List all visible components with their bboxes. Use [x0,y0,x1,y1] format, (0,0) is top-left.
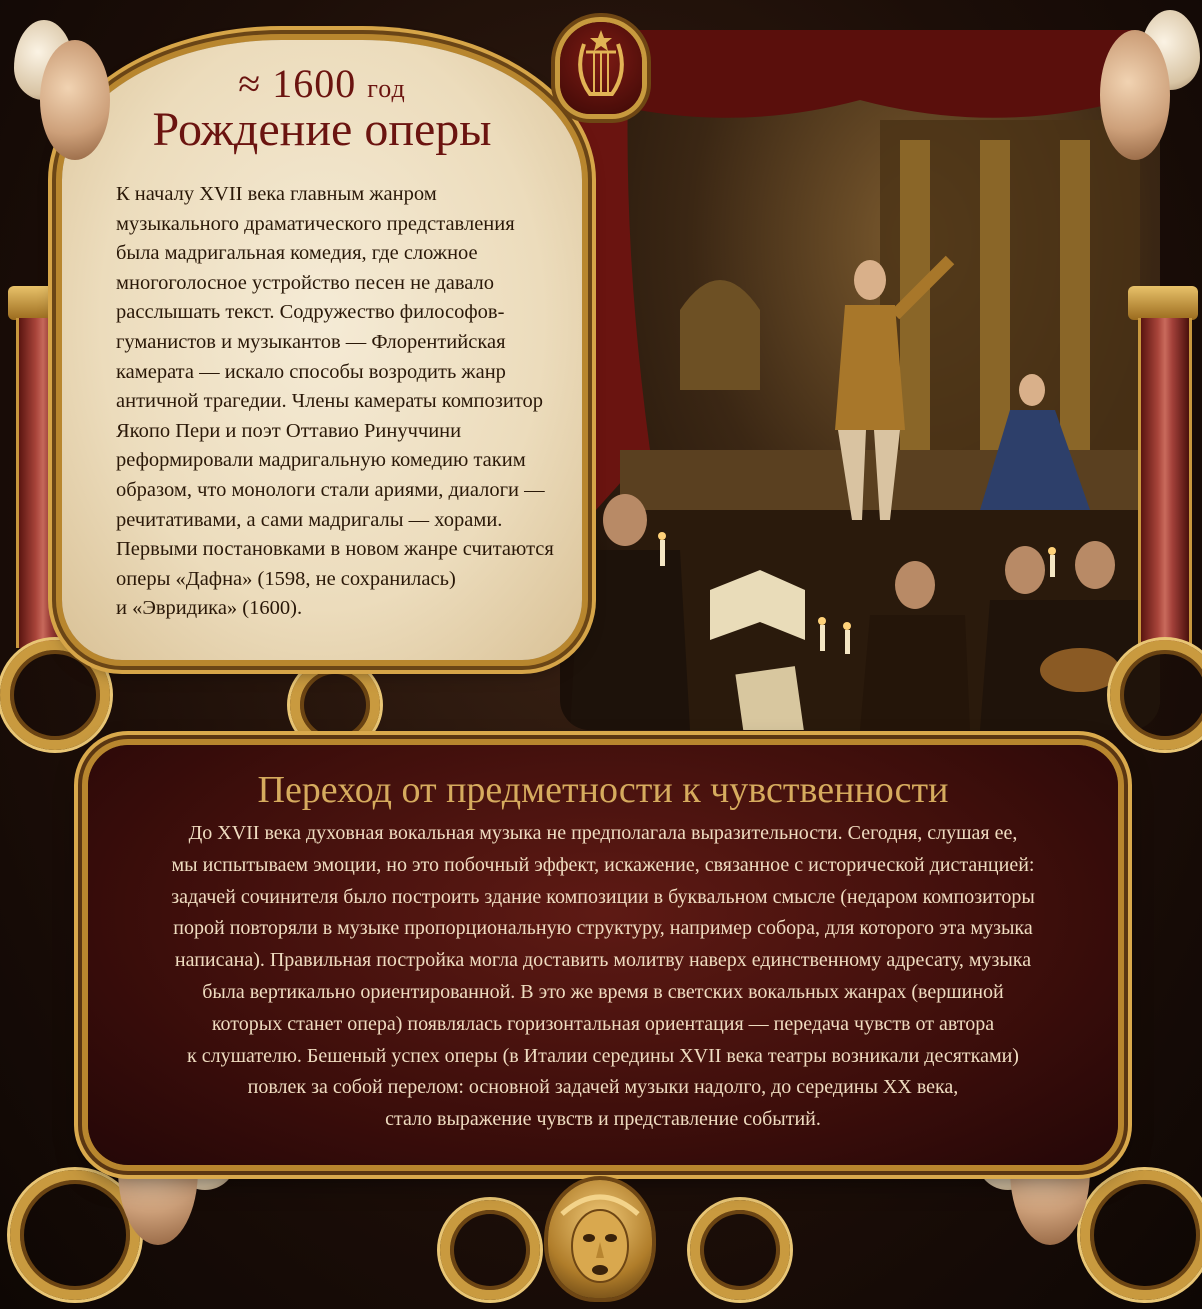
musician-head [1005,546,1045,594]
curtain-top [560,30,1160,118]
palace-column [980,140,1010,470]
musician-body [570,550,690,730]
musician-body [860,615,970,730]
panel-line: была вертикально ориентированной. В это же время в светских вокальных жанрах (вершиной [202,980,1004,1003]
column-capital-right [1128,286,1198,320]
panel-line: к слушателю. Бешеный успех оперы (в Италии середины XVII века театры возникали десятками) [187,1044,1019,1067]
gold-scroll-ornament [0,640,110,750]
card-line: была мадригальная комедия, где сложное [116,242,478,265]
card-title: Рождение оперы [152,103,492,156]
mask-glyph [548,1180,652,1298]
panel-body [120,818,1086,1136]
panel-line: порой повторяли в музыке пропорциональную структуру, например собора, для которого эта музыка [173,917,1033,940]
panel-line: которых станет опера) появлялась горизонтальная ориентация — передача чувств от автора [211,1012,995,1035]
gold-scroll-ornament [440,1200,540,1300]
year-suffix: год [367,74,406,103]
card-line: Первыми постановками в новом жанре считаются [116,538,554,561]
year-value: ≈ 1600 [238,61,357,106]
lyre-emblem-icon [560,22,642,114]
opera-stage-painting [560,30,1160,730]
card-line: расслышать текст. Содружество философов- [116,301,505,324]
column-right-icon [1138,318,1192,648]
tempietto [680,280,760,390]
candle [660,540,665,566]
cherub-icon [40,40,110,160]
panel-title: Переход от предметности к чувственности [257,769,949,811]
card-line: музыкального драматического представления [116,212,515,235]
singer-head [854,260,886,300]
panel-line: задачей сочинителя было построить здание композиции в буквальном смысле (недаром композиторы [171,885,1035,908]
sheet-music [735,666,804,730]
lute [1040,648,1120,692]
card-line: античной трагедии. Члены камераты композитор [116,390,544,413]
card-line: оперы «Дафна» (1598, не сохранилась) [116,567,456,590]
gold-scroll-ornament [1080,1170,1202,1300]
card-line: многоголосное устройство песен не давало [116,271,495,294]
gold-scroll-ornament [1110,640,1202,750]
card-line: гуманистов и музыкантов — Флорентийская [116,330,506,353]
card-body [116,180,566,624]
candle [1050,555,1055,577]
panel-line: мы испытываем эмоции, но это побочный эффект, искажение, связанное с исторической дистанцией: [171,853,1035,876]
year-heading [62,60,582,107]
card-line: и «Эвридика» (1600). [116,597,303,620]
musician-head [1075,541,1115,589]
cherub-icon [1100,30,1170,160]
panel-line: стало выражение чувств и представление событий. [385,1108,821,1131]
candle-flame [658,532,666,540]
card-line: Якопо Пери и поэт Оттавио Ринуччини [116,419,462,442]
card-line: реформировали мадригальную комедию таким [116,449,526,472]
palace-column [1060,140,1090,470]
candle-flame [818,617,826,625]
gold-scroll-ornament [290,660,380,750]
card-line: камерата — искало способы возродить жанр [116,360,506,383]
queen-head [1019,374,1045,406]
lyre-glyph [560,22,642,114]
card-line: образом, что монологи стали ариями, диалоги — [116,478,545,501]
stage-illustration [560,30,1160,730]
gold-scroll-ornament [690,1200,790,1300]
candle-flame [843,622,851,630]
musician-head [895,561,935,609]
candle [820,625,825,651]
singer-costume [835,305,905,430]
theatre-mask-icon [548,1180,652,1298]
card-line: К началу XVII века главным жанром [116,183,437,205]
panel-line: написана). Правильная постройка могла доставить молитву наверх единственному адресату, музыка [174,949,1032,972]
card-line: речитативами, а сами мадригалы — хорами. [116,508,503,531]
panel-line: До XVII века духовная вокальная музыка не предполагала выразительности. Сегодня, слушая ее, [188,822,1018,844]
candle [845,630,850,654]
musician-head [603,494,647,546]
panel-line: повлек за собой перелом: основной задачей музыки надолго, до середины XX века, [247,1076,959,1099]
candle-flame [1048,547,1056,555]
